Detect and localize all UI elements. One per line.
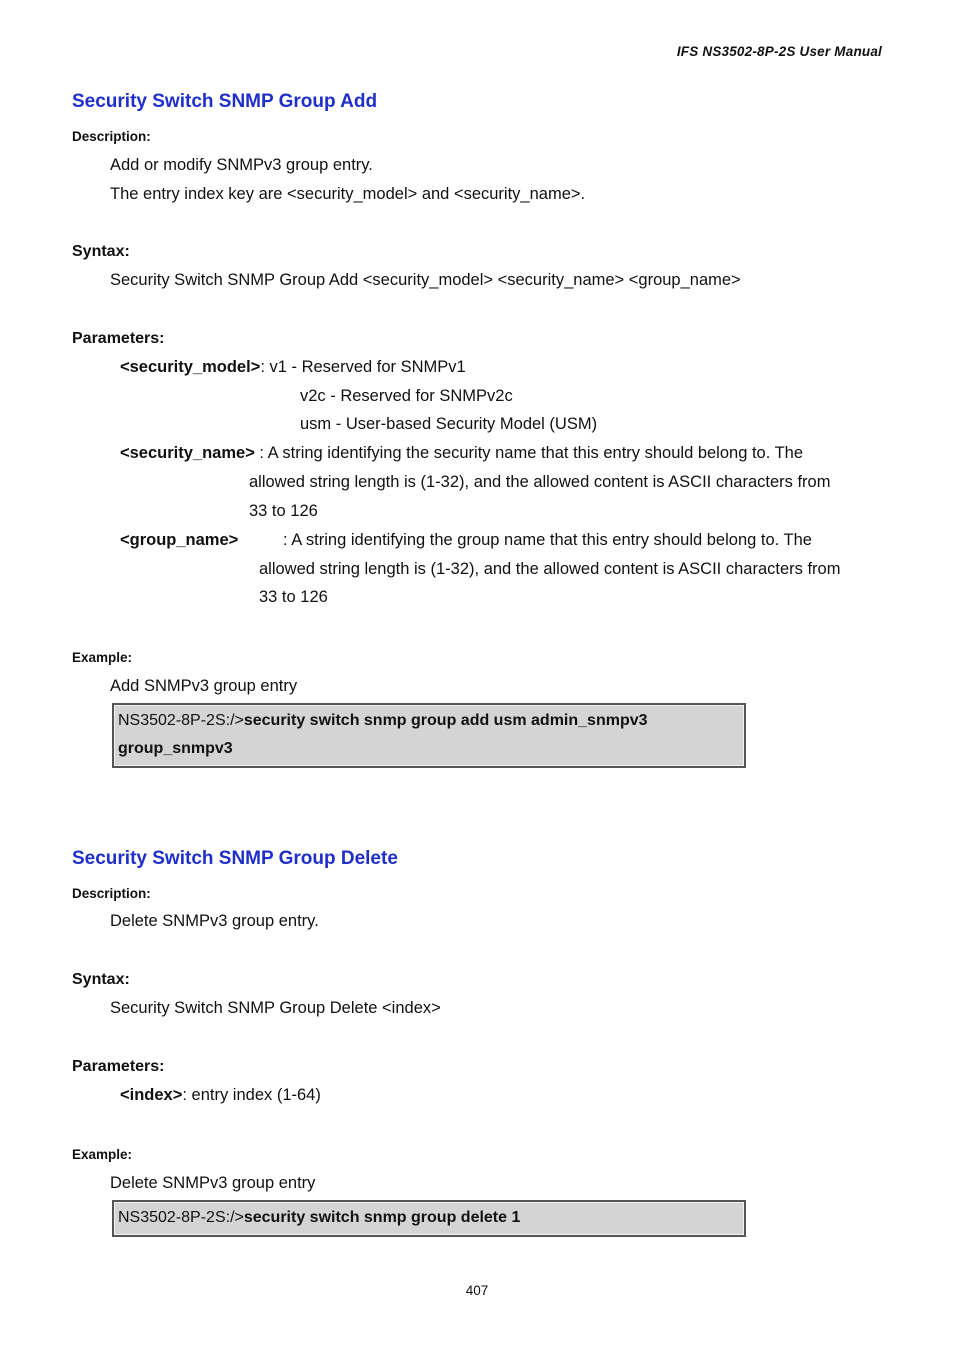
- param-desc-line: allowed string length is (1-32), and the allowed content is ASCII characters from: [249, 473, 831, 491]
- param-desc-line: usm - User-based Security Model (USM): [300, 415, 598, 433]
- command-text: group_snmpv3: [118, 740, 233, 757]
- command-line: [118, 1209, 520, 1227]
- example-label: Example:: [72, 650, 133, 665]
- syntax-label: Syntax:: [72, 971, 130, 988]
- param-desc-line: v2c - Reserved for SNMPv2c: [300, 387, 513, 405]
- param-desc: : entry index (1-64): [182, 1086, 321, 1104]
- command-text: security switch snmp group delete 1: [243, 1209, 521, 1226]
- command-box: [112, 703, 746, 768]
- page-number: 407: [465, 1283, 489, 1298]
- example-label: Example:: [72, 1147, 133, 1162]
- param-desc: : v1 - Reserved for SNMPv1: [260, 358, 466, 376]
- param-name: <group_name>: [120, 531, 239, 549]
- param-desc-line: 33 to 126: [249, 502, 318, 520]
- description-label: Description:: [72, 886, 151, 901]
- param-desc: : A string identifying the group name that this entry should belong to. The: [283, 531, 812, 549]
- param-desc-line: allowed string length is (1-32), and the allowed content is ASCII characters from: [259, 560, 841, 578]
- param-security-name: [120, 444, 803, 463]
- example-intro: Add SNMPv3 group entry: [110, 677, 298, 695]
- syntax-text: Security Switch SNMP Group Add <security_model> <security_name> <group_name>: [110, 271, 741, 289]
- syntax-label: Syntax:: [72, 243, 130, 260]
- param-desc-line: 33 to 126: [259, 588, 328, 606]
- command-line: [118, 712, 648, 730]
- command-prompt: NS3502-8P-2S:/>: [118, 712, 244, 729]
- description-label: Description:: [72, 129, 151, 144]
- param-desc: : A string identifying the security name that this entry should belong to. The: [254, 444, 804, 462]
- param-index: [120, 1086, 321, 1105]
- parameters-label: Parameters:: [72, 1058, 165, 1075]
- parameters-label: Parameters:: [72, 330, 165, 347]
- manual-header: IFS NS3502-8P-2S User Manual: [676, 44, 882, 59]
- section-title-group-add: Security Switch SNMP Group Add: [72, 91, 378, 112]
- description-line: Delete SNMPv3 group entry.: [110, 912, 319, 930]
- command-box: [112, 1200, 746, 1237]
- description-line: Add or modify SNMPv3 group entry.: [110, 156, 373, 174]
- example-intro: Delete SNMPv3 group entry: [110, 1174, 316, 1192]
- section-title-group-delete: Security Switch SNMP Group Delete: [72, 848, 398, 869]
- param-name: <security_model>: [120, 358, 261, 376]
- param-name: <index>: [120, 1086, 183, 1104]
- command-text: security switch snmp group add usm admin_snmpv3: [243, 712, 648, 729]
- syntax-text: Security Switch SNMP Group Delete <index>: [110, 999, 441, 1017]
- param-security-model: [120, 358, 466, 377]
- description-line: The entry index key are <security_model> and <security_name>.: [110, 185, 586, 203]
- param-name: <security_name>: [120, 444, 255, 462]
- command-prompt: NS3502-8P-2S:/>: [118, 1209, 244, 1226]
